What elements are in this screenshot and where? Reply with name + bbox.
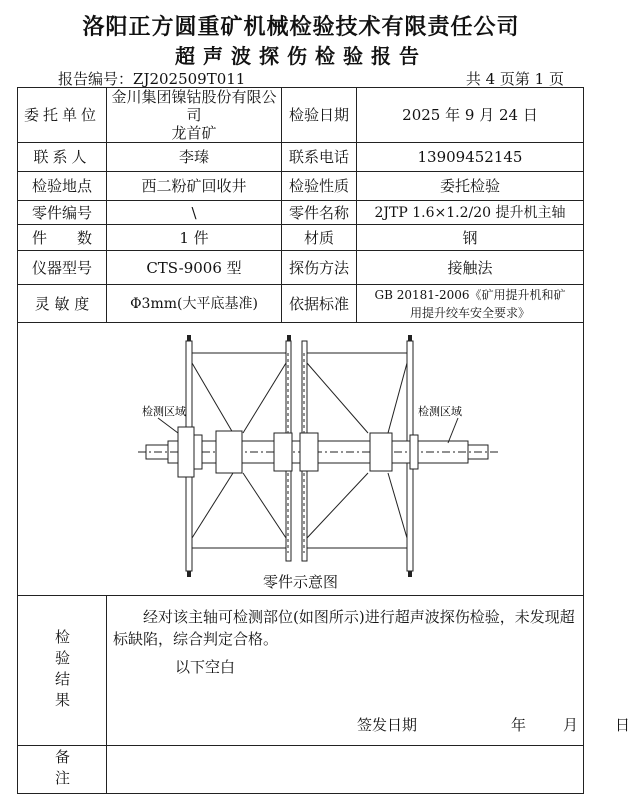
sensitivity-value: Φ3mm(大平底基准) bbox=[107, 285, 282, 323]
phone-label: 联系电话 bbox=[282, 143, 357, 172]
zone-right-label: 检测区域 bbox=[418, 406, 462, 418]
material-value: 钢 bbox=[357, 225, 584, 251]
standard-value: GB 20181-2006《矿用提升机和矿 用提升绞车安全要求》 bbox=[357, 285, 584, 323]
diagram-caption: 零件示意图 bbox=[262, 573, 338, 591]
blank-note: 以下空白 bbox=[175, 658, 236, 676]
partname-value: 2JTP 1.6×1.2/20 提升机主轴 bbox=[357, 201, 584, 225]
result-label-cell bbox=[18, 596, 107, 746]
sign-date-label: 签发日期 bbox=[357, 716, 418, 734]
remarks-label: 备注 bbox=[53, 748, 71, 791]
partno-label: 零件编号 bbox=[18, 201, 107, 225]
sensitivity-label: 灵 敏 度 bbox=[18, 285, 107, 323]
method-label: 探伤方法 bbox=[282, 251, 357, 285]
client-label: 委托单位 bbox=[18, 88, 107, 143]
instrument-label: 仪器型号 bbox=[18, 251, 107, 285]
report-number: 报告编号：ZJ202509T011 bbox=[58, 70, 246, 88]
report-title: 超声波探伤检验报告 bbox=[175, 44, 427, 68]
instrument-value: CTS-9006 型 bbox=[107, 251, 282, 285]
result-text: 经对该主轴可检测部位(如图所示)进行超声波探伤检验，未发现超标缺陷，综合判定合格。 bbox=[113, 608, 575, 648]
location-value: 西二粉矿回收井 bbox=[107, 172, 282, 201]
result-label: 检验结果 bbox=[53, 628, 71, 713]
date-value: 2025 年 9 月 24 日 bbox=[357, 88, 584, 143]
shaft-diagram bbox=[18, 323, 582, 595]
contact-value: 李瑧 bbox=[107, 143, 282, 172]
partname-label: 零件名称 bbox=[282, 201, 357, 225]
material-label: 材质 bbox=[282, 225, 357, 251]
partno-value: \ bbox=[107, 201, 282, 225]
standard-label: 依据标准 bbox=[282, 285, 357, 323]
contact-label: 联系人 bbox=[18, 143, 107, 172]
qty-value: 1 件 bbox=[107, 225, 282, 251]
diagram-cell bbox=[18, 323, 584, 596]
qty-label: 件 数 bbox=[18, 225, 107, 251]
result-cell bbox=[107, 596, 630, 746]
remarks-value bbox=[107, 746, 584, 794]
client-value: 金川集团镍钴股份有限公司 龙首矿 bbox=[107, 88, 282, 143]
phone-value: 13909452145 bbox=[357, 143, 584, 172]
zone-left-label: 检测区域 bbox=[142, 406, 186, 418]
method-value: 接触法 bbox=[357, 251, 584, 285]
report-table bbox=[17, 87, 630, 794]
company-name: 洛阳正方圆重矿机械检验技术有限责任公司 bbox=[82, 14, 520, 40]
location-label: 检验地点 bbox=[18, 172, 107, 201]
sign-day: 日 bbox=[615, 716, 630, 734]
page-count: 共 4 页第 1 页 bbox=[465, 70, 564, 88]
sign-year: 年 bbox=[511, 716, 527, 734]
date-label: 检验日期 bbox=[282, 88, 357, 143]
nature-value: 委托检验 bbox=[357, 172, 584, 201]
sign-month: 月 bbox=[563, 716, 579, 734]
remarks-label-cell bbox=[18, 746, 107, 794]
nature-label: 检验性质 bbox=[282, 172, 357, 201]
